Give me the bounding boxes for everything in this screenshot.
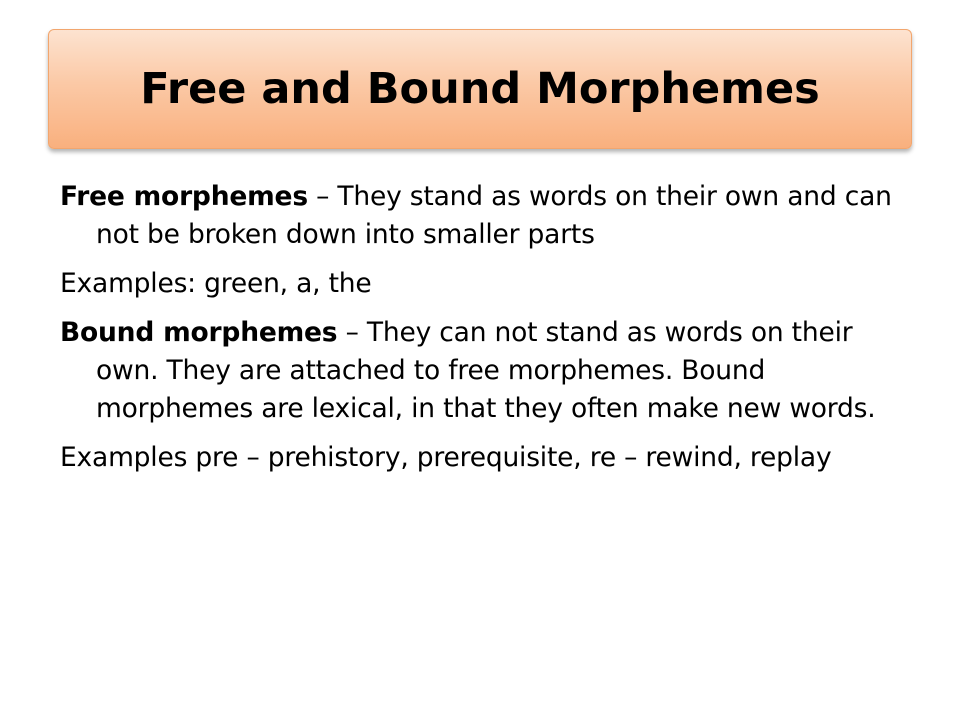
bound-morphemes-definition: – They can not stand as words on their own. They are attached to free morphemes. Bound morphemes are lexical, in that they often make new words. (96, 317, 876, 424)
free-morphemes-paragraph (60, 178, 900, 254)
slide-title: Free and Bound Morphemes (140, 64, 820, 114)
free-examples-paragraph (60, 265, 900, 303)
bound-morphemes-paragraph (60, 314, 900, 428)
free-morphemes-definition: – They stand as words on their own and can not be broken down into smaller parts (96, 181, 892, 250)
slide-body (60, 178, 900, 488)
free-morphemes-term: Free morphemes (60, 181, 308, 212)
free-examples-text: Examples: green, a, the (60, 268, 372, 299)
slide-title-box (48, 29, 912, 149)
bound-examples-text: Examples pre – prehistory, prerequisite, re – rewind, replay (60, 442, 832, 473)
bound-morphemes-term: Bound morphemes (60, 317, 338, 348)
bound-examples-paragraph (60, 439, 900, 477)
